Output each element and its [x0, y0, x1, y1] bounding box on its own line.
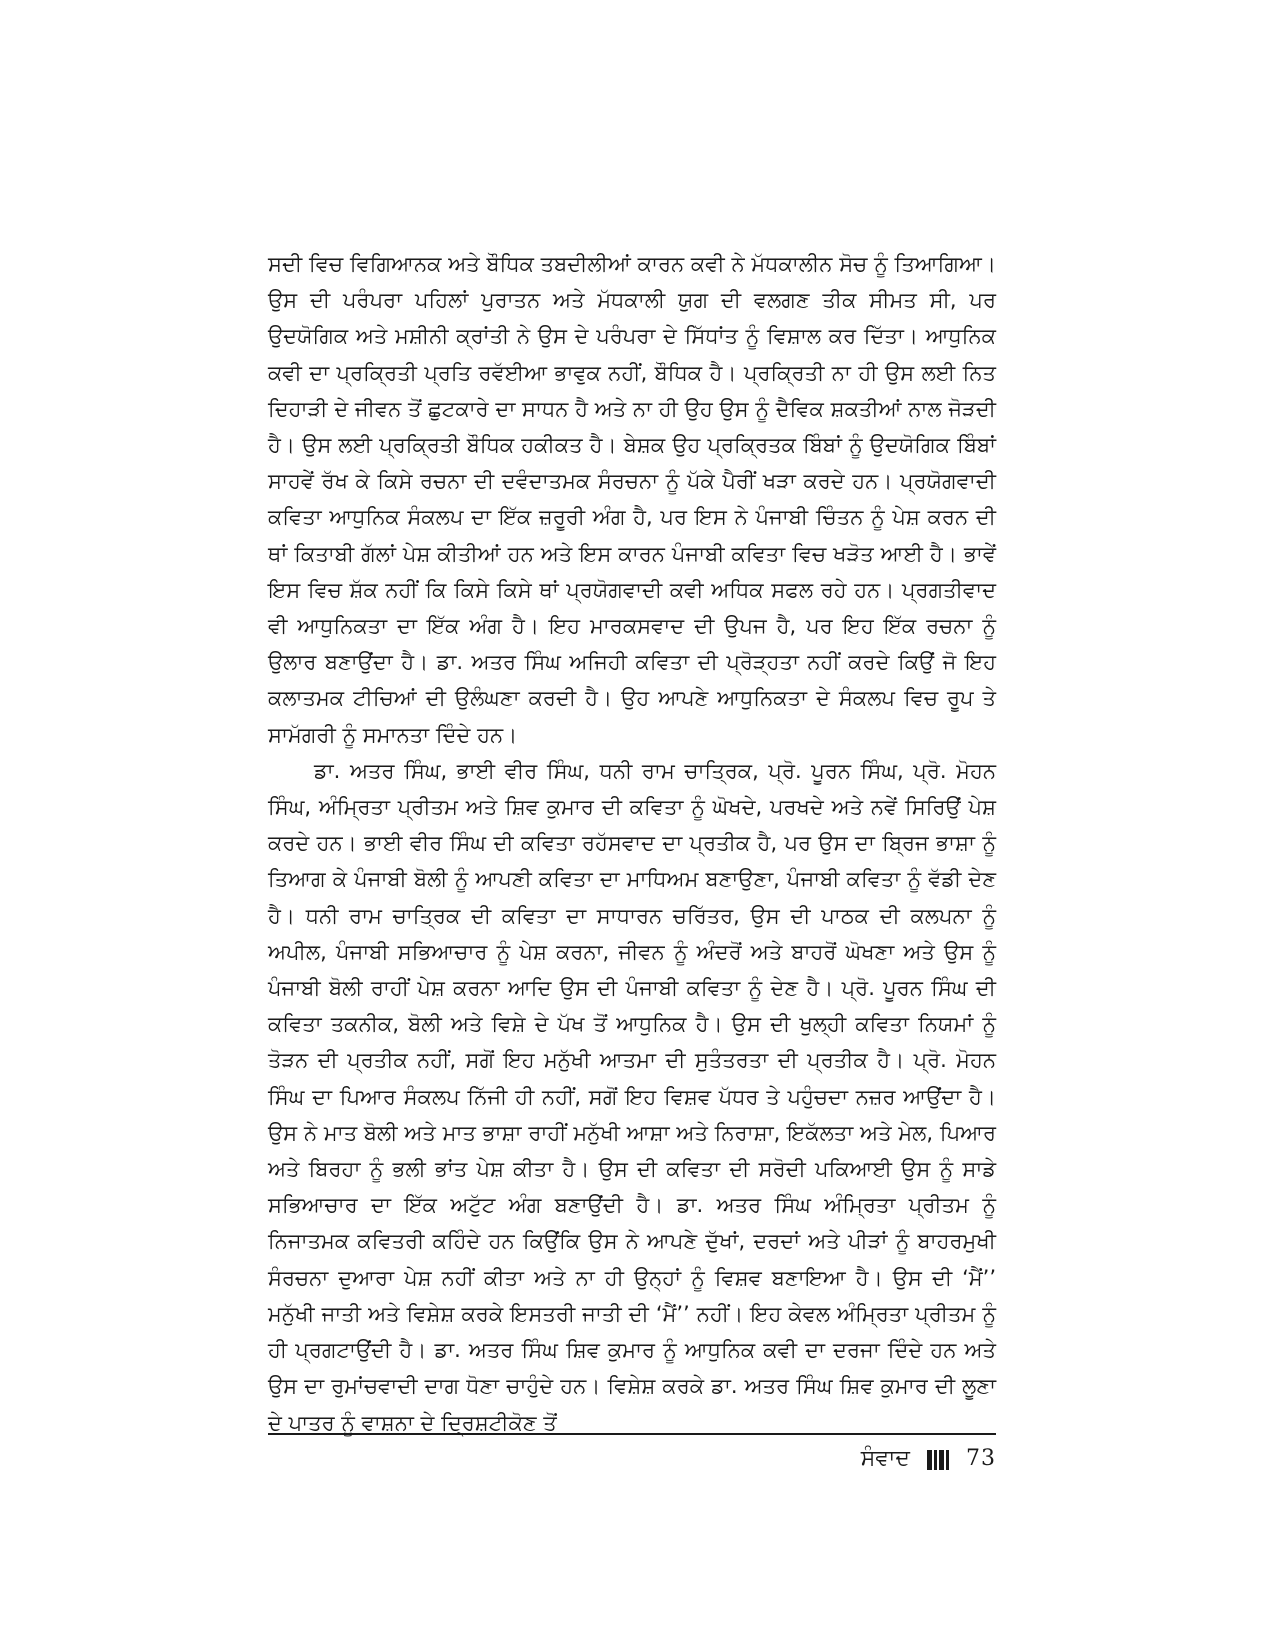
running-title: ਸੰਵਾਦ [860, 1446, 910, 1471]
paragraph-1: ਸਦੀ ਵਿਚ ਵਿਗਿਆਨਕ ਅਤੇ ਬੌਧਿਕ ਤਬਦੀਲੀਆਂ ਕਾਰਨ ਕਵੀ ਨੇ ਮੱਧਕਾਲੀਨ ਸੋਚ ਨੂੰ ਤਿਆਗਿਆ। ਉਸ ਦੀ ਪਰੰਪਰਾ ਪਹਿਲਾਂ ਪੁਰਾਤਨ ਅਤੇ ਮੱਧਕਾਲੀ ਯੁਗ ਦੀ ਵਲਗਣ ਤੀਕ ਸੀਮਤ ਸੀ, ਪਰ ਉਦਯੋਗਿਕ ਅਤੇ ਮਸ਼ੀਨੀ ਕ੍ਰਾਂਤੀ ਨੇ ਉਸ ਦੇ ਪਰੰਪਰਾ ਦੇ ਸਿੱਧਾਂਤ ਨੂੰ ਵਿਸ਼ਾਲ ਕਰ ਦਿੱਤਾ। ਆਧੁਨਿਕ ਕਵੀ ਦਾ ਪ੍ਰਕ੍ਰਿਤੀ ਪ੍ਰਤਿ ਰਵੱਈਆ ਭਾਵੁਕ ਨਹੀਂ, ਬੌਧਿਕ ਹੈ। ਪ੍ਰਕ੍ਰਿਤੀ ਨਾ ਹੀ ਉਸ ਲਈ ਨਿਤ ਦਿਹਾੜੀ ਦੇ ਜੀਵਨ ਤੋਂ ਛੁਟਕਾਰੇ ਦਾ ਸਾਧਨ ਹੈ ਅਤੇ ਨਾ ਹੀ ਉਹ ਉਸ ਨੂੰ ਦੈਵਿਕ ਸ਼ਕਤੀਆਂ ਨਾਲ ਜੋੜਦੀ ਹੈ। ਉਸ ਲਈ ਪ੍ਰਕ੍ਰਿਤੀ ਬੌਧਿਕ ਹਕੀਕਤ ਹੈ। ਬੇਸ਼ਕ ਉਹ ਪ੍ਰਕ੍ਰਿਤਕ ਬਿੰਬਾਂ ਨੂੰ ਉਦਯੋਗਿਕ ਬਿੰਬਾਂ ਸਾਹਵੇਂ ਰੱਖ ਕੇ ਕਿਸੇ ਰਚਨਾ ਦੀ ਦਵੰਦਾਤਮਕ ਸੰਰਚਨਾ ਨੂੰ ਪੱਕੇ ਪੈਰੀਂ ਖੜਾ ਕਰਦੇ ਹਨ। ਪ੍ਰਯੋਗਵਾਦੀ ਕਵਿਤਾ ਆਧੁਨਿਕ ਸੰਕਲਪ ਦਾ ਇੱਕ ਜ਼ਰੂਰੀ ਅੰਗ ਹੈ, ਪਰ ਇਸ ਨੇ ਪੰਜਾਬੀ ਚਿੰਤਨ ਨੂੰ ਪੇਸ਼ ਕਰਨ ਦੀ ਥਾਂ ਕਿਤਾਬੀ ਗੱਲਾਂ ਪੇਸ਼ ਕੀਤੀਆਂ ਹਨ ਅਤੇ ਇਸ ਕਾਰਨ ਪੰਜਾਬੀ ਕਵਿਤਾ ਵਿਚ ਖੜੋਤ ਆਈ ਹੈ। ਭਾਵੇਂ ਇਸ ਵਿਚ ਸ਼ੱਕ ਨਹੀਂ ਕਿ ਕਿਸੇ ਕਿਸੇ ਥਾਂ ਪ੍ਰਯੋਗਵਾਦੀ ਕਵੀ ਅਧਿਕ ਸਫਲ ਰਹੇ ਹਨ। ਪ੍ਰਗਤੀਵਾਦ ਵੀ ਆਧੁਨਿਕਤਾ ਦਾ ਇੱਕ ਅੰਗ ਹੈ। ਇਹ ਮਾਰਕਸਵਾਦ ਦੀ ਉਪਜ ਹੈ, ਪਰ ਇਹ ਇੱਕ ਰਚਨਾ ਨੂੰ ਉਲਾਰ ਬਣਾਉਂਦਾ ਹੈ। ਡਾ. ਅਤਰ ਸਿੰਘ ਅਜਿਹੀ ਕਵਿਤਾ ਦੀ ਪ੍ਰੋੜ੍ਹਤਾ ਨਹੀਂ ਕਰਦੇ ਕਿਉਂ ਜੋ ਇਹ ਕਲਾਤਮਕ ਟੀਚਿਆਂ ਦੀ ਉਲੰਘਣਾ ਕਰਦੀ ਹੈ। ਉਹ ਆਪਣੇ ਆਧੁਨਿਕਤਾ ਦੇ ਸੰਕਲਪ ਵਿਚ ਰੂਪ ਤੇ ਸਾਮੱਗਰੀ ਨੂੰ ਸਮਾਨਤਾ ਦਿੰਦੇ ਹਨ। [268, 252, 996, 747]
paragraph-2: ਡਾ. ਅਤਰ ਸਿੰਘ, ਭਾਈ ਵੀਰ ਸਿੰਘ, ਧਨੀ ਰਾਮ ਚਾਤ੍ਰਿਕ, ਪ੍ਰੋ. ਪੂਰਨ ਸਿੰਘ, ਪ੍ਰੋ. ਮੋਹਨ ਸਿੰਘ, ਅੰਮ੍ਰਿਤਾ ਪ੍ਰੀਤਮ ਅਤੇ ਸ਼ਿਵ ਕੁਮਾਰ ਦੀ ਕਵਿਤਾ ਨੂੰ ਘੋਖਦੇ, ਪਰਖਦੇ ਅਤੇ ਨਵੇਂ ਸਿਰਿਉਂ ਪੇਸ਼ ਕਰਦੇ ਹਨ। ਭਾਈ ਵੀਰ ਸਿੰਘ ਦੀ ਕਵਿਤਾ ਰਹੱਸਵਾਦ ਦਾ ਪ੍ਰਤੀਕ ਹੈ, ਪਰ ਉਸ ਦਾ ਬ੍ਰਿਜ ਭਾਸ਼ਾ ਨੂੰ ਤਿਆਗ ਕੇ ਪੰਜਾਬੀ ਬੋਲੀ ਨੂੰ ਆਪਣੀ ਕਵਿਤਾ ਦਾ ਮਾਧਿਅਮ ਬਣਾਉਣਾ, ਪੰਜਾਬੀ ਕਵਿਤਾ ਨੂੰ ਵੱਡੀ ਦੇਣ ਹੈ। ਧਨੀ ਰਾਮ ਚਾਤ੍ਰਿਕ ਦੀ ਕਵਿਤਾ ਦਾ ਸਾਧਾਰਨ ਚਰਿੱਤਰ, ਉਸ ਦੀ ਪਾਠਕ ਦੀ ਕਲਪਨਾ ਨੂੰ ਅਪੀਲ, ਪੰਜਾਬੀ ਸਭਿਆਚਾਰ ਨੂੰ ਪੇਸ਼ ਕਰਨਾ, ਜੀਵਨ ਨੂੰ ਅੰਦਰੋਂ ਅਤੇ ਬਾਹਰੋਂ ਘੋਖਣਾ ਅਤੇ ਉਸ ਨੂੰ ਪੰਜਾਬੀ ਬੋਲੀ ਰਾਹੀਂ ਪੇਸ਼ ਕਰਨਾ ਆਦਿ ਉਸ ਦੀ ਪੰਜਾਬੀ ਕਵਿਤਾ ਨੂੰ ਦੇਣ ਹੈ। ਪ੍ਰੋ. ਪੂਰਨ ਸਿੰਘ ਦੀ ਕਵਿਤਾ ਤਕਨੀਕ, ਬੋਲੀ ਅਤੇ ਵਿਸ਼ੇ ਦੇ ਪੱਖ ਤੋਂ ਆਧੁਨਿਕ ਹੈ। ਉਸ ਦੀ ਖੁਲ੍ਹੀ ਕਵਿਤਾ ਨਿਯਮਾਂ ਨੂੰ ਤੋੜਨ ਦੀ ਪ੍ਰਤੀਕ ਨਹੀਂ, ਸਗੋਂ ਇਹ ਮਨੁੱਖੀ ਆਤਮਾ ਦੀ ਸੁਤੰਤਰਤਾ ਦੀ ਪ੍ਰਤੀਕ ਹੈ। ਪ੍ਰੋ. ਮੋਹਨ ਸਿੰਘ ਦਾ ਪਿਆਰ ਸੰਕਲਪ ਨਿੱਜੀ ਹੀ ਨਹੀਂ, ਸਗੋਂ ਇਹ ਵਿਸ਼ਵ ਪੱਧਰ ਤੇ ਪਹੁੰਚਦਾ ਨਜ਼ਰ ਆਉਂਦਾ ਹੈ। ਉਸ ਨੇ ਮਾਤ ਬੋਲੀ ਅਤੇ ਮਾਤ ਭਾਸ਼ਾ ਰਾਹੀਂ ਮਨੁੱਖੀ ਆਸ਼ਾ ਅਤੇ ਨਿਰਾਸ਼ਾ, ਇਕੱਲਤਾ ਅਤੇ ਮੇਲ, ਪਿਆਰ ਅਤੇ ਬਿਰਹਾ ਨੂੰ ਭਲੀ ਭਾਂਤ ਪੇਸ਼ ਕੀਤਾ ਹੈ। ਉਸ ਦੀ ਕਵਿਤਾ ਦੀ ਸਰੋਦੀ ਪਕਿਆਈ ਉਸ ਨੂੰ ਸਾਡੇ ਸਭਿਆਚਾਰ ਦਾ ਇੱਕ ਅਟੁੱਟ ਅੰਗ ਬਣਾਉਂਦੀ ਹੈ। ਡਾ. ਅਤਰ ਸਿੰਘ ਅੰਮ੍ਰਿਤਾ ਪ੍ਰੀਤਮ ਨੂੰ ਨਿਜਾਤਮਕ ਕਵਿਤਰੀ ਕਹਿੰਦੇ ਹਨ ਕਿਉਂਕਿ ਉਸ ਨੇ ਆਪਣੇ ਦੁੱਖਾਂ, ਦਰਦਾਂ ਅਤੇ ਪੀੜਾਂ ਨੂੰ ਬਾਹਰਮੁਖੀ ਸੰਰਚਨਾ ਦੁਆਰਾ ਪੇਸ਼ ਨਹੀਂ ਕੀਤਾ ਅਤੇ ਨਾ ਹੀ ਉਨ੍ਹਾਂ ਨੂੰ ਵਿਸ਼ਵ ਬਣਾਇਆ ਹੈ। ਉਸ ਦੀ ‘ਮੈਂ’’ ਮਨੁੱਖੀ ਜਾਤੀ ਅਤੇ ਵਿਸ਼ੇਸ਼ ਕਰਕੇ ਇਸਤਰੀ ਜਾਤੀ ਦੀ ‘ਮੈਂ’’ ਨਹੀਂ। ਇਹ ਕੇਵਲ ਅੰਮ੍ਰਿਤਾ ਪ੍ਰੀਤਮ ਨੂੰ ਹੀ ਪ੍ਰਗਟਾਉਂਦੀ ਹੈ। ਡਾ. ਅਤਰ ਸਿੰਘ ਸ਼ਿਵ ਕੁਮਾਰ ਨੂੰ ਆਧੁਨਿਕ ਕਵੀ ਦਾ ਦਰਜਾ ਦਿੰਦੇ ਹਨ ਅਤੇ ਉਸ ਦਾ ਰੁਮਾਂਚਵਾਦੀ ਦਾਗ ਧੋਣਾ ਚਾਹੁੰਦੇ ਹਨ। ਵਿਸ਼ੇਸ਼ ਕਰਕੇ ਡਾ. ਅਤਰ ਸਿੰਘ ਸ਼ਿਵ ਕੁਮਾਰ ਦੀ ਲੂਣਾ ਦੇ ਪਾਤਰ ਨੂੰ ਵਾਸ਼ਨਾ ਦੇ ਦ੍ਰਿਸ਼ਟੀਕੋਣ ਤੋਂ [268, 758, 996, 1435]
footer-ornament [927, 1449, 951, 1469]
page-number: 73 [966, 1446, 996, 1471]
footer-rule [268, 1433, 996, 1435]
page-footer [861, 1444, 996, 1474]
body-text [268, 246, 996, 1441]
